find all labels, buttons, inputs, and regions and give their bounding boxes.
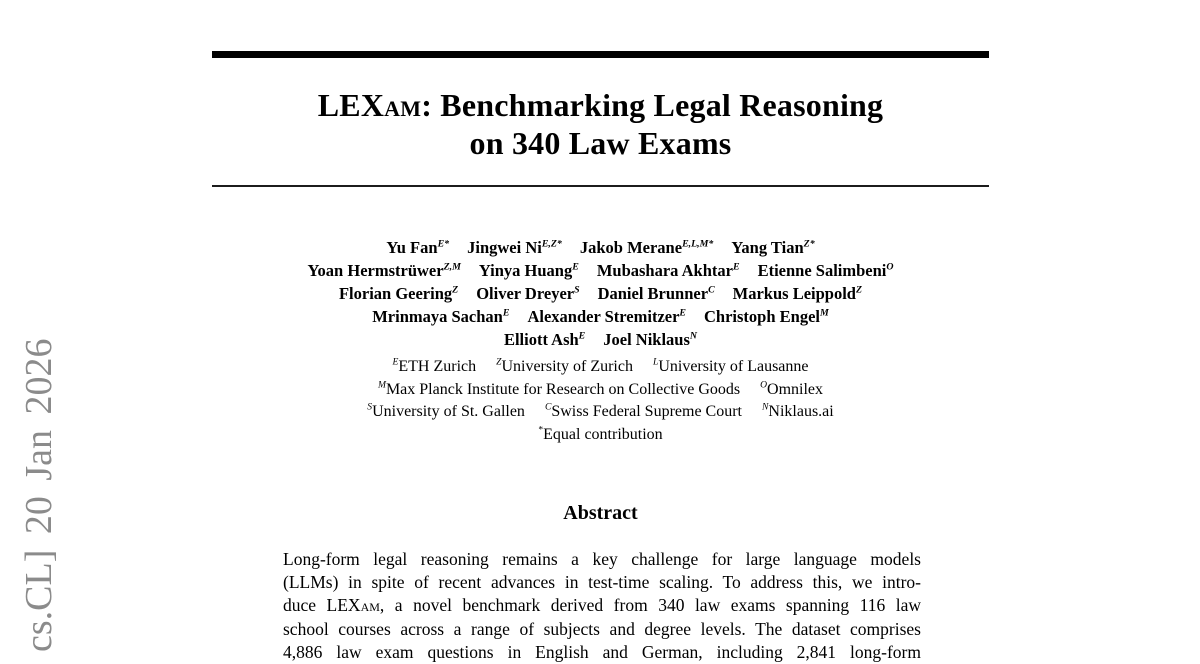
text-segment: , a novel benchmark derived from 340 law exams spanning 116 law (379, 595, 921, 616)
author-name: Joel Niklaus$^N$ (603, 330, 698, 349)
affiliation: $^S$University of St. Gallen (367, 401, 525, 420)
author-name: Yang Tian$^{Z*}$ (731, 238, 815, 257)
abstract-heading: Abstract (563, 502, 638, 524)
author-name: Daniel Brunner$^C$ (597, 284, 715, 303)
author-name: Yinya Huang$^E$ (478, 261, 579, 280)
text-segment: Long-form legal reasoning remains a key challenge for large language models (283, 549, 921, 569)
affiliation: $^O$Omnilex (760, 379, 824, 398)
equal-contribution-note (212, 424, 989, 447)
author-line (212, 305, 989, 328)
text-segment: 4,886 law exam questions in English and German, including 2,841 long-form (283, 641, 921, 662)
equal-contribution-asterisk: * (538, 424, 544, 436)
author-affiliation-superscript: E,Z* (541, 238, 562, 250)
author-affiliation-superscript: E* (437, 238, 450, 250)
author-affiliation-superscript: E (502, 307, 510, 319)
small-caps-text: am (360, 595, 380, 616)
abstract-paragraph (283, 548, 921, 664)
author-affiliation-superscript: E (572, 261, 579, 273)
text-segment: LEX (326, 595, 361, 616)
title-rule-bottom (212, 185, 989, 187)
author-line (212, 259, 989, 282)
title-line-2: on 340 Law Exams (469, 125, 732, 161)
affiliation-superscript: E (392, 356, 399, 368)
title-line-1 (212, 86, 989, 124)
text-segment: school courses across a range of subjects and degree levels. The dataset comprises (283, 618, 921, 639)
text-segment: : Benchmarking Legal Reasoning (421, 87, 884, 123)
affiliation-lines (212, 356, 989, 424)
author-affiliation-superscript: Z (452, 284, 459, 296)
affiliation: $^M$Max Planck Institute for Research on Collective Goods (377, 379, 741, 398)
author-affiliation-superscript: E (679, 307, 687, 319)
author-name: Markus Leippold$^Z$ (732, 284, 863, 303)
author-name: Etienne Salimbeni$^O$ (757, 261, 894, 280)
affiliation-superscript: M (377, 379, 386, 391)
author-name: Florian Geering$^Z$ (338, 284, 459, 303)
abstract-line (283, 571, 921, 594)
author-name: Christoph Engel$^M$ (704, 307, 829, 326)
author-affiliation-superscript: C (708, 284, 715, 296)
small-caps-text: am (384, 87, 422, 123)
affiliation-superscript: S (367, 401, 373, 413)
affiliation-superscript: N (762, 401, 769, 413)
author-name: Alexander Stremitzer$^E$ (527, 307, 687, 326)
author-affiliation-superscript: S (574, 284, 580, 296)
affiliations-block (212, 356, 989, 446)
author-name: Oliver Dreyer$^S$ (476, 284, 580, 303)
affiliation-line (212, 379, 989, 402)
authors-block (212, 236, 989, 351)
affiliation: $^E$ETH Zurich (392, 356, 477, 375)
author-affiliation-superscript: E (578, 330, 586, 342)
author-name: Mubashara Akhtar$^E$ (596, 261, 740, 280)
author-name: Yoan Hermstrüwer$^{Z,M}$ (307, 261, 461, 280)
author-affiliation-superscript: N (689, 330, 698, 342)
author-affiliation-superscript: E,L,M* (682, 238, 714, 250)
affiliation-line (212, 401, 989, 424)
affiliation-superscript: L (652, 356, 659, 368)
author-affiliation-superscript: Z (855, 284, 863, 296)
affiliation-superscript: C (544, 401, 552, 413)
title-rule-top (212, 51, 989, 58)
abstract-line (283, 618, 921, 641)
text-segment: duce (283, 595, 327, 616)
author-affiliation-superscript: Z* (803, 238, 815, 250)
paper-title (212, 86, 989, 162)
affiliation-superscript: O (760, 379, 768, 391)
author-line (212, 328, 989, 351)
text-segment: LEX (317, 87, 385, 123)
arxiv-watermark: cs.CL] 20 Jan 2026 (18, 338, 60, 652)
abstract-line (283, 548, 921, 571)
affiliation: $^N$Niklaus.ai (762, 401, 834, 420)
affiliation: $^Z$University of Zurich (496, 356, 633, 375)
author-name: Jingwei $Ni^{E,Z*}$ (467, 238, 562, 257)
abstract-line (283, 641, 921, 664)
author-affiliation-superscript: E (732, 261, 740, 273)
text-segment: (LLMs) in spite of recent advances in test-time scaling. To address this, we intro- (283, 572, 921, 593)
affiliation-line (212, 356, 989, 379)
affiliation: $^C$Swiss Federal Supreme Court (544, 401, 742, 420)
author-name: Elliott Ash$^E$ (503, 330, 586, 349)
author-name: Mrinmaya Sachan$^E$ (372, 307, 510, 326)
author-line (212, 236, 989, 259)
affiliation: $^L$University of Lausanne (652, 356, 809, 375)
abstract-line (283, 594, 921, 617)
author-affiliation-superscript: O (886, 261, 894, 273)
equal-contribution-label: Equal contribution (543, 425, 663, 443)
author-affiliation-superscript: Z,M (443, 261, 461, 273)
affiliation-superscript: Z (496, 356, 502, 368)
author-affiliation-superscript: M (820, 307, 829, 319)
author-name: Jakob Merane$^{E,L,M*}$ (579, 238, 714, 257)
author-name: Yu Fan$^{E*}$ (386, 238, 450, 257)
author-line (212, 282, 989, 305)
